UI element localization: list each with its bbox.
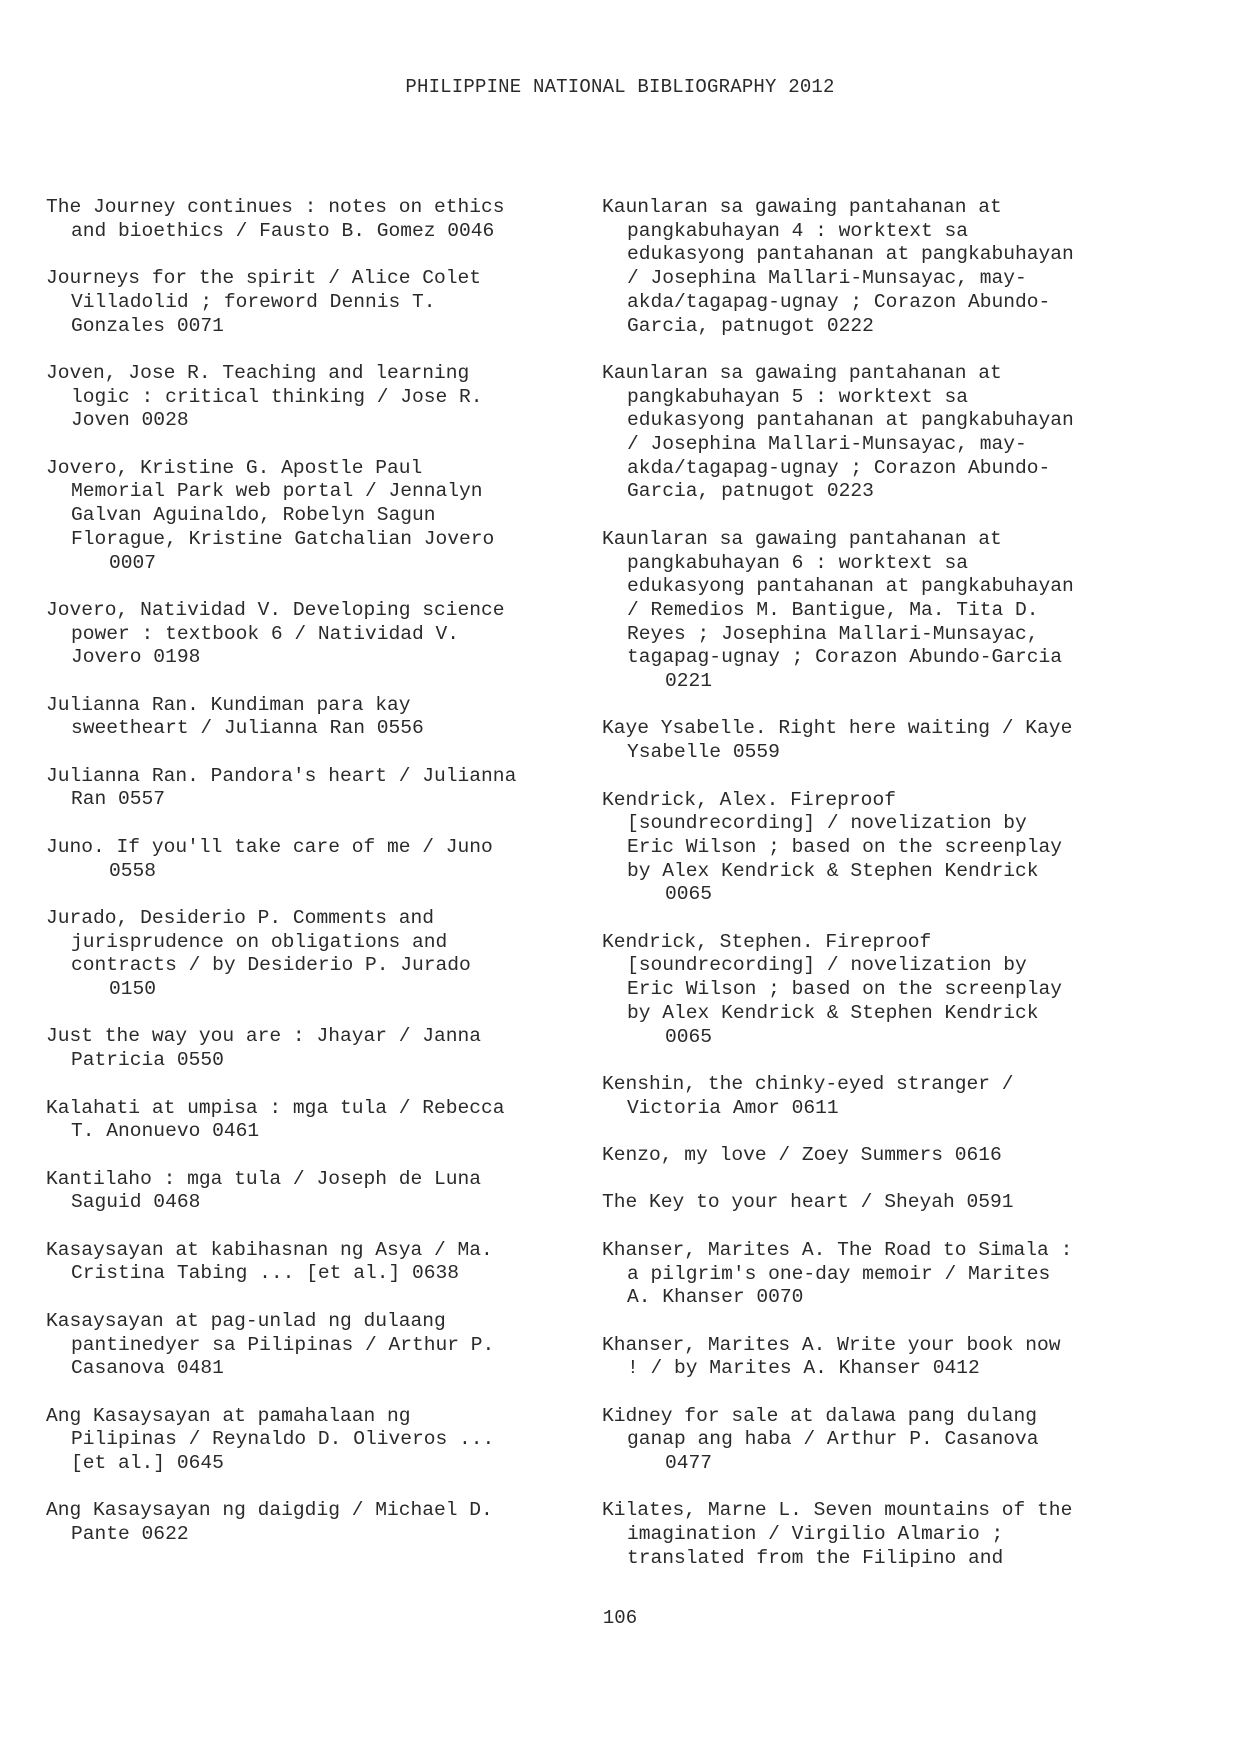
entry-line: edukasyong pantahanan at pangkabuhayan: [627, 243, 1074, 266]
bibliography-entry: [46, 907, 601, 1002]
entry-line: Kaunlaran sa gawaing pantahanan at: [602, 361, 1002, 384]
entry-line: a pilgrim's one-day memoir / Marites: [627, 1262, 1051, 1285]
entry-line: by Alex Kendrick & Stephen Kendrick: [627, 859, 1039, 882]
entry-line: Kenzo, my love / Zoey Summers 0616: [602, 1144, 1002, 1167]
entry-line: Saguid 0468: [71, 1191, 201, 1214]
entry-line: edukasyong pantahanan at pangkabuhayan: [627, 409, 1074, 432]
bibliography-entry: [602, 717, 1157, 764]
entry-line: Kenshin, the chinky-eyed stranger /: [602, 1072, 1014, 1095]
entry-line: edukasyong pantahanan at pangkabuhayan: [627, 575, 1074, 598]
entry-line: Eric Wilson ; based on the screenplay: [627, 835, 1063, 858]
right-column: [602, 196, 1157, 1594]
entry-line: Jovero, Natividad V. Developing science: [46, 598, 505, 621]
entry-line: Kilates, Marne L. Seven mountains of the: [602, 1499, 1073, 1522]
entry-line: Florague, Kristine Gatchalian Jovero: [71, 527, 495, 550]
bibliography-entry: [602, 1191, 1157, 1215]
entry-line: Victoria Amor 0611: [627, 1096, 839, 1119]
bibliography-entry: [46, 362, 601, 433]
entry-line: Villadolid ; foreword Dennis T.: [71, 290, 436, 313]
entry-line: akda/tagapag-ugnay ; Corazon Abundo-: [627, 456, 1051, 479]
entry-line: Pante 0622: [71, 1523, 189, 1546]
bibliography-entry: [602, 1144, 1157, 1168]
entry-line: pangkabuhayan 5 : worktext sa: [627, 385, 968, 408]
entry-line: [et al.] 0645: [71, 1452, 224, 1475]
entry-line: Casanova 0481: [71, 1357, 224, 1380]
entry-line: [soundrecording] / novelization by: [627, 812, 1027, 835]
entry-line: and bioethics / Fausto B. Gomez 0046: [71, 219, 495, 242]
bibliography-entry: [46, 267, 601, 338]
entry-line: Patricia 0550: [71, 1049, 224, 1072]
entry-line: Garcia, patnugot 0222: [627, 314, 874, 337]
left-column: [46, 196, 601, 1571]
entry-line: Kendrick, Alex. Fireproof: [602, 788, 896, 811]
entry-line: imagination / Virgilio Almario ;: [627, 1523, 1004, 1546]
entry-line: Kantilaho : mga tula / Joseph de Luna: [46, 1167, 482, 1190]
bibliography-entry: [46, 457, 601, 576]
bibliography-entry: [46, 196, 601, 243]
entry-line: jurisprudence on obligations and: [71, 930, 448, 953]
entry-number: 0007: [109, 551, 157, 574]
entry-line: pangkabuhayan 6 : worktext sa: [627, 551, 968, 574]
entry-line: / Remedios M. Bantigue, Ma. Tita D.: [627, 598, 1039, 621]
bibliography-entry: [46, 1025, 601, 1072]
entry-line: Joven, Jose R. Teaching and learning: [46, 361, 470, 384]
entry-line: translated from the Filipino and: [627, 1546, 1004, 1569]
entry-line: Reyes ; Josephina Mallari-Munsayac,: [627, 622, 1039, 645]
entry-line: tagapag-ugnay ; Corazon Abundo-Garcia: [627, 646, 1063, 669]
entry-line: T. Anonuevo 0461: [71, 1120, 260, 1143]
bibliography-entry: [602, 196, 1157, 338]
bibliography-entry: [46, 599, 601, 670]
bibliography-entry: [602, 362, 1157, 504]
entry-line: Ang Kasaysayan ng daigdig / Michael D.: [46, 1499, 493, 1522]
entry-line: The Journey continues : notes on ethics: [46, 196, 505, 218]
entry-line: Kasaysayan at pag-unlad ng dulaang: [46, 1309, 446, 1332]
entry-number: 0065: [665, 883, 713, 906]
entry-line: Joven 0028: [71, 409, 189, 432]
entry-line: The Key to your heart / Sheyah 0591: [602, 1191, 1014, 1214]
entry-line: sweetheart / Julianna Ran 0556: [71, 717, 424, 740]
entry-number: 0558: [109, 859, 157, 882]
entry-line: logic : critical thinking / Jose R.: [71, 385, 483, 408]
entry-line: Jovero, Kristine G. Apostle Paul: [46, 456, 423, 479]
entry-line: Jovero 0198: [71, 646, 201, 669]
bibliography-entry: [46, 694, 601, 741]
bibliography-entry: [46, 765, 601, 812]
entry-number: 0065: [665, 1025, 713, 1048]
entry-line: Pilipinas / Reynaldo D. Oliveros ...: [71, 1428, 495, 1451]
bibliography-entry: [602, 528, 1157, 694]
entry-number: 0477: [665, 1452, 713, 1475]
page-header: PHILIPPINE NATIONAL BIBLIOGRAPHY 2012: [405, 76, 835, 98]
entry-line: [soundrecording] / novelization by: [627, 954, 1027, 977]
bibliography-entry: [46, 1097, 601, 1144]
bibliography-entry: [46, 1405, 601, 1476]
bibliography-entry: [46, 836, 601, 883]
entry-line: Kaunlaran sa gawaing pantahanan at: [602, 196, 1002, 218]
entry-line: Kasaysayan at kabihasnan ng Asya / Ma.: [46, 1238, 493, 1261]
entry-line: Memorial Park web portal / Jennalyn: [71, 480, 483, 503]
bibliography-entry: [602, 1073, 1157, 1120]
bibliography-entry: [602, 1239, 1157, 1310]
bibliography-entry: [46, 1168, 601, 1215]
entry-line: Ran 0557: [71, 788, 166, 811]
entry-line: by Alex Kendrick & Stephen Kendrick: [627, 1001, 1039, 1024]
entry-line: Khanser, Marites A. The Road to Simala :: [602, 1238, 1073, 1261]
entry-line: power : textbook 6 / Natividad V.: [71, 622, 460, 645]
entry-number: 0221: [665, 670, 713, 693]
entry-line: Ang Kasaysayan at pamahalaan ng: [46, 1404, 411, 1427]
entry-line: Ysabelle 0559: [627, 741, 780, 764]
entry-line: Journeys for the spirit / Alice Colet: [46, 267, 482, 290]
entry-line: Julianna Ran. Pandora's heart / Julianna: [46, 764, 517, 787]
bibliography-entry: [46, 1239, 601, 1286]
page-number: 106: [602, 1607, 638, 1629]
entry-line: Juno. If you'll take care of me / Juno: [46, 835, 493, 858]
entry-line: contracts / by Desiderio P. Jurado: [71, 954, 471, 977]
entry-number: 0150: [109, 978, 157, 1001]
entry-line: ! / by Marites A. Khanser 0412: [627, 1357, 980, 1380]
entry-line: ganap ang haba / Arthur P. Casanova: [627, 1428, 1039, 1451]
entry-line: Gonzales 0071: [71, 314, 224, 337]
entry-line: pantinedyer sa Pilipinas / Arthur P.: [71, 1333, 495, 1356]
bibliography-entry: [602, 931, 1157, 1050]
bibliography-entry: [46, 1499, 601, 1546]
bibliography-entry: [602, 789, 1157, 908]
entry-line: Just the way you are : Jhayar / Janna: [46, 1025, 482, 1048]
entry-line: Julianna Ran. Kundiman para kay: [46, 693, 411, 716]
entry-line: / Josephina Mallari-Munsayac, may-: [627, 433, 1027, 456]
entry-line: akda/tagapag-ugnay ; Corazon Abundo-: [627, 290, 1051, 313]
bibliography-entry: [602, 1334, 1157, 1381]
entry-line: A. Khanser 0070: [627, 1286, 804, 1309]
entry-line: Jurado, Desiderio P. Comments and: [46, 906, 435, 929]
bibliography-entry: [602, 1499, 1157, 1570]
entry-line: / Josephina Mallari-Munsayac, may-: [627, 267, 1027, 290]
entry-line: Kaunlaran sa gawaing pantahanan at: [602, 527, 1002, 550]
entry-line: Eric Wilson ; based on the screenplay: [627, 978, 1063, 1001]
entry-line: Khanser, Marites A. Write your book now: [602, 1333, 1061, 1356]
entry-line: Kidney for sale at dalawa pang dulang: [602, 1404, 1038, 1427]
bibliography-entry: [46, 1310, 601, 1381]
entry-line: Galvan Aguinaldo, Robelyn Sagun: [71, 504, 436, 527]
entry-line: Kaye Ysabelle. Right here waiting / Kaye: [602, 717, 1073, 740]
entry-line: pangkabuhayan 4 : worktext sa: [627, 219, 968, 242]
entry-line: Garcia, patnugot 0223: [627, 480, 874, 503]
entry-line: Kendrick, Stephen. Fireproof: [602, 930, 932, 953]
entry-line: Cristina Tabing ... [et al.] 0638: [71, 1262, 460, 1285]
entry-line: Kalahati at umpisa : mga tula / Rebecca: [46, 1096, 505, 1119]
bibliography-entry: [602, 1405, 1157, 1476]
